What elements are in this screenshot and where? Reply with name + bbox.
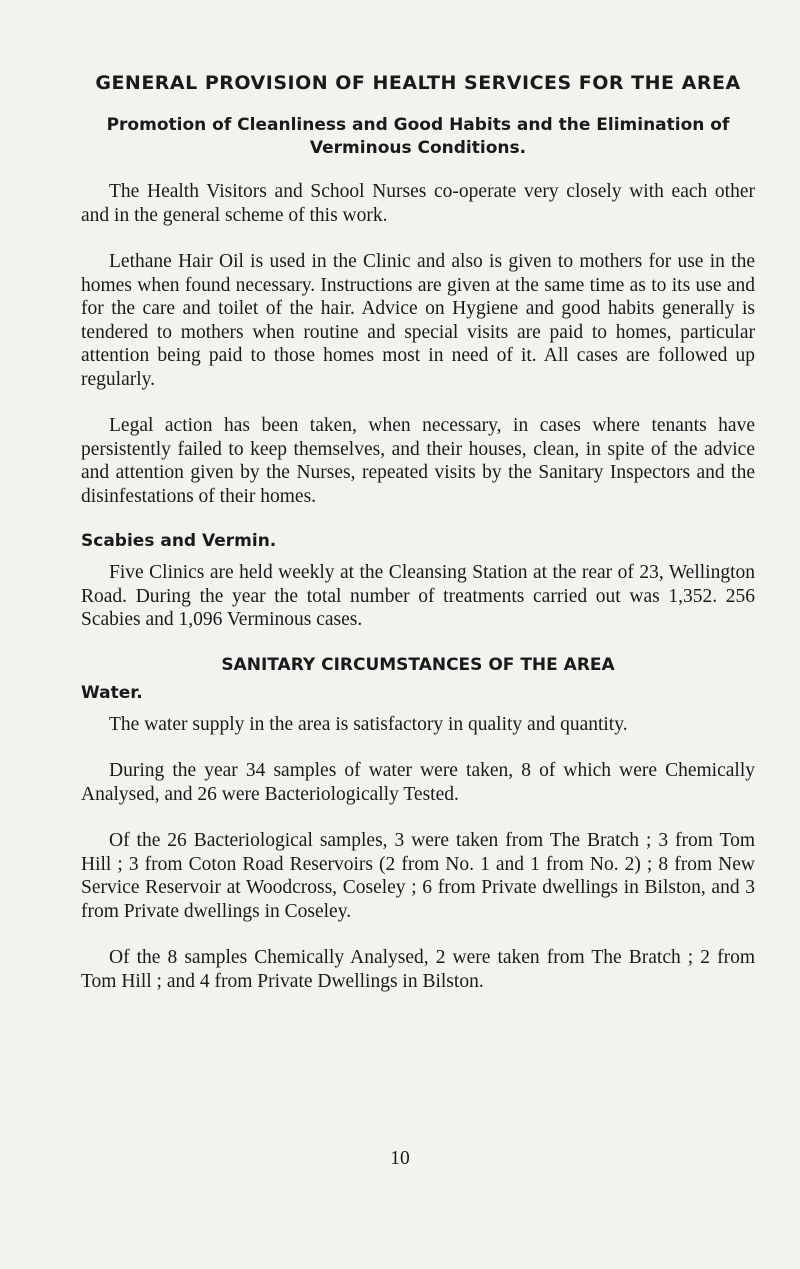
section-heading-water: Water. [81,682,143,703]
document-page [81,72,755,1016]
paragraph: The Health Visitors and School Nurses co-operate very closely with each other and in the general scheme of this work. [81,181,755,226]
paragraph: Five Clinics are held weekly at the Cleansing Station at the rear of 23, Wellington Road. During the year the total number of treatments carried out was 1,352. 256 Scabies and 1,096 Verminous cases. [81,562,755,630]
page-title: GENERAL PROVISION OF HEALTH SERVICES FOR THE AREA [95,72,741,94]
page-number: 10 [390,1148,410,1169]
paragraph: Of the 26 Bacteriological samples, 3 were taken from The Bratch ; 3 from Tom Hill ; 3 from Coton Road Reservoirs (2 from No. 1 and 1 from No. 2) ; 8 from New Service Reservoir at Woodcross, Coseley ; 6 from Private dwellings in Bilston, and 3 from Private dwellings in Coseley. [81,830,755,922]
paragraph: Lethane Hair Oil is used in the Clinic and also is given to mothers for use in the homes when found necessary. Instructions are given at the same time as to its use and for the care and toilet of the hair. Advice on Hygiene and good habits generally is tendered to mothers when routine and special visits are paid to homes, particular attention being paid to those homes most in need of it. All cases are followed up regularly. [81,251,755,390]
paragraph: The water supply in the area is satisfactory in quality and quantity. [109,713,628,735]
paragraph: Of the 8 samples Chemically Analysed, 2 were taken from The Bratch ; 2 from Tom Hill ; and 4 from Private Dwellings in Bilston. [81,947,755,992]
section-heading-scabies: Scabies and Vermin. [81,531,277,551]
paragraph: Legal action has been taken, when necessary, in cases where tenants have persistently failed to keep themselves, and their houses, clean, in spite of the advice and attention given by the Nurses, repeated visits by the Sanitary Inspectors and the disinfestations of their homes. [81,415,755,507]
paragraph: During the year 34 samples of water were taken, 8 of which were Chemically Analysed, and 26 were Bacteriologically Tested. [81,760,755,805]
section-heading-cleanliness: Promotion of Cleanliness and Good Habits and the Elimination of Verminous Conditions. [106,115,730,158]
section-title-sanitary: SANITARY CIRCUMSTANCES OF THE AREA [221,654,615,675]
